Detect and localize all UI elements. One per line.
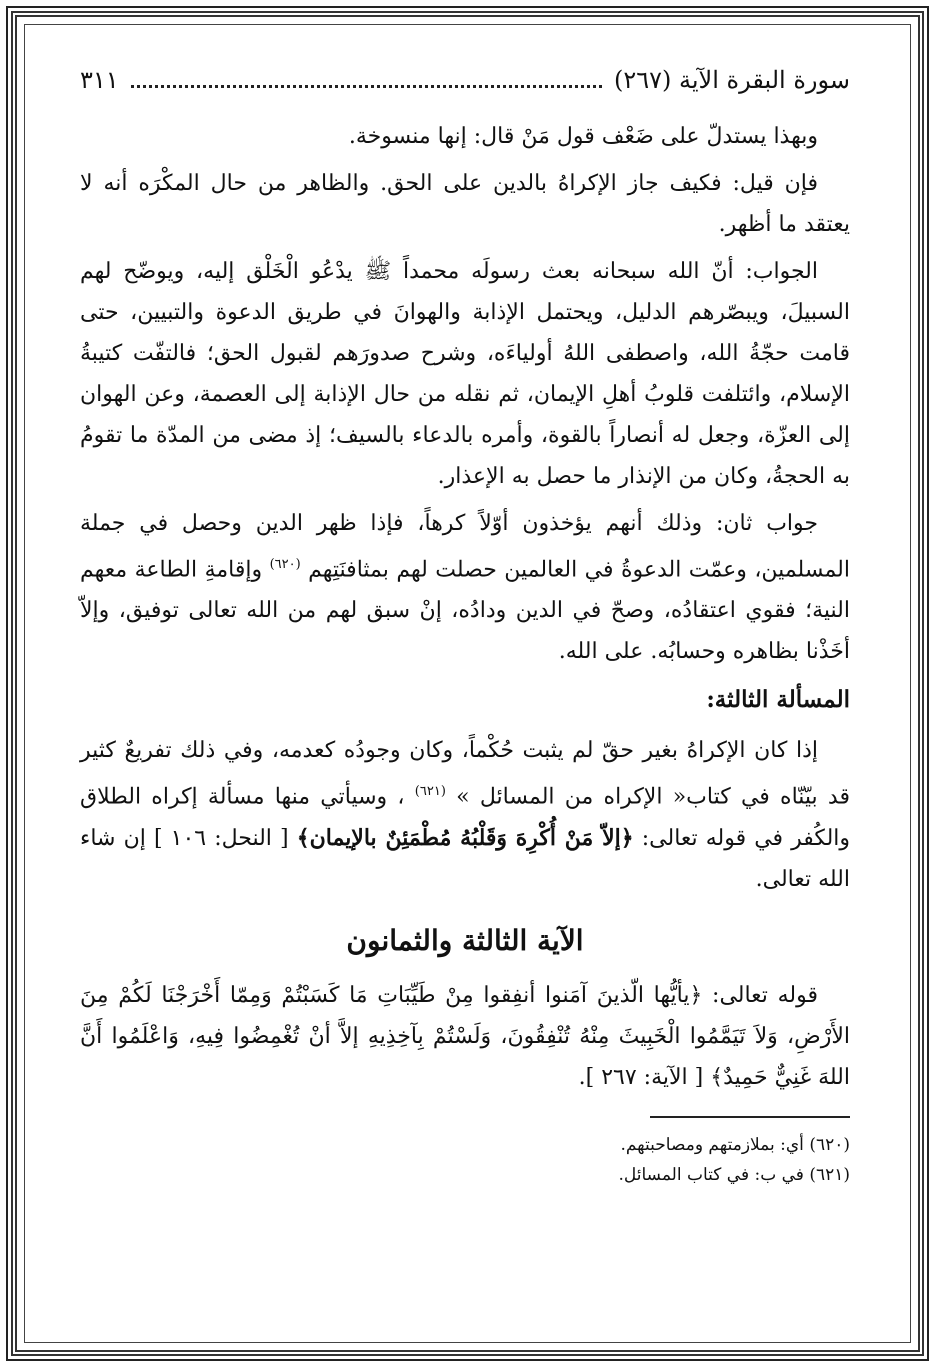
page-number: ٣١١ (80, 66, 119, 94)
verse-ref: [ الآية: ٢٦٧ ]. (578, 1064, 704, 1090)
footnote-ref-620: (٦٢٠) (269, 557, 301, 572)
paragraph-3: الجواب: أنّ الله سبحانه بعث رسولَه محمداً ﷺ يدْعُو الْخَلْق إليه، ويوضّح لهم السبيلَ، ويبصّرهم الدليل، ويحتمل الإذابة والهوانَ في طريق الدعوة والتبيين، حتى قامت حجّةُ الله، واصطفى اللهُ أولياءَه، وشرح صدورَهم لقبول الحق؛ فالتفّت كتيبةُ الإسلام، وائتلفت قلوبُ أهلِ الإيمان، ثم نقله من حال الإذابة إلى العصمة، وعن الهوان إلى العزّة، وجعل له أنصاراً بالقوة، وأمره بالدعاء بالسيف؛ إذ مضى من المدّة ما تقومُ به الحجةُ، وكان من الإنذار ما حصل به الإعذار. (80, 259, 850, 489)
section-title: الآية الثالثة والثمانون (346, 923, 584, 957)
dotted-leader (131, 71, 602, 88)
footnote-number: (٦٢١) (809, 1164, 850, 1185)
footnote-620 (80, 1130, 850, 1160)
paragraph-5 (80, 730, 850, 899)
paragraph-5-part-c: [ النحل: ١٠٦ ] إن شاء الله تعالى. (80, 825, 850, 892)
footnote-ref-621: (٦٢١) (414, 784, 446, 800)
footnote-separator (650, 1116, 850, 1118)
paragraph-5-part-a: إذا كان الإكراهُ بغير حقّ لم يثبت حُكْماً، وكان وجودُه كعدمه، وفي ذلك تفريعٌ كثير قد بيّنّاه في كتاب« الإكراه من المسائل » (80, 738, 850, 810)
verse-paragraph (80, 975, 850, 1098)
surah-title: سورة البقرة الآية (٢٦٧) (613, 66, 850, 94)
quran-quote: ﴿إلاّ مَنْ أُكْرِهَ وَقَلْبُهُ مُطْمَئِنٌ بالإيمان﴾ (296, 824, 634, 851)
verse-text: ﴿يأيُّها الّذينَ آمَنوا أنفِقوا مِنْ طَيِّبَاتِ مَا كَسَبْتُمْ وَمِمّا أَخْرَجْنَا لَكُمْ مِنَ الأَرْضِ، وَلاَ تَيَمَّمُوا الْخَبِيثَ مِنْهُ تُنْفِقُونَ، وَلَسْتُمْ بِآخِذِيهِ إلاَّ أنْ تُغْمِضُوا فِيهِ، وَاعْلَمُوا أَنَّ اللهَ غَنِيٌّ حَمِيدٌ﴾ (80, 982, 850, 1090)
heading-third-issue: المسألة الثالثة: (706, 686, 850, 714)
footnote-number: (٦٢٠) (809, 1134, 850, 1155)
paragraph-4 (80, 503, 850, 672)
paragraph-5-part-b: ، وسيأتي منها مسألة إكراه الطلاق والكُفر في قوله تعالى: (80, 784, 851, 851)
paragraph-4-part-a: جواب ثان: وذلك أنهم يؤخذون أوّلاً كرهاً، فإذا ظهر الدين وحصل في جملة المسلمين، وعمّت الدعوةُ في العالمين حصلت لهم بمثافنَتِهم (80, 511, 850, 583)
verse-intro: قوله تعالى: (712, 982, 818, 1008)
paragraph-4-part-b: وإقامةِ الطاعة معهم النية؛ فقوي اعتقادُه، وصحّ في الدين ودادُه، إنْ سبق لهم من الله تعالى توفيق، وإلاّ أخَذْنا بظاهره وحسابُه. على الله. (80, 557, 850, 665)
paragraph-2: فإن قيل: فكيف جاز الإكراهُ بالدين على الحق. والظاهر من حال المكْرَه أنه لا يعتقد ما أظهر. (80, 171, 850, 237)
footnote-text: في ب: في كتاب المسائل. (618, 1164, 804, 1185)
footnote-text: أي: بملازمتهم ومصاحبتهم. (620, 1134, 804, 1155)
paragraph-1: وبهذا يستدلّ على ضَعْف قول مَنْ قال: إنها منسوخة. (348, 124, 818, 149)
footnote-621 (80, 1160, 850, 1190)
running-header (80, 66, 850, 94)
page-content (80, 66, 850, 1190)
